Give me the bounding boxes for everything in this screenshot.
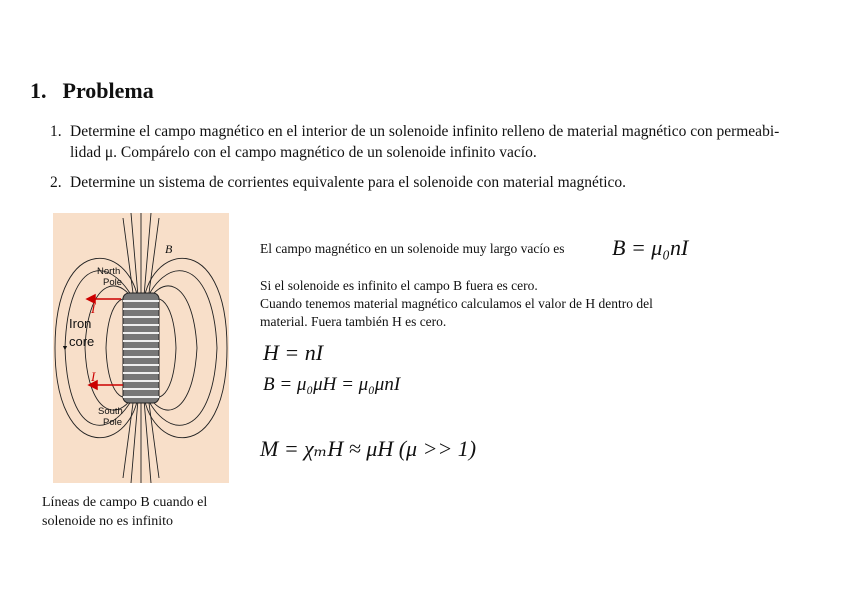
- equation-b-material: B = μ₀μH = μ₀μnI: [263, 374, 401, 395]
- caption-line: solenoide no es infinito: [42, 514, 174, 529]
- south-pole-label: Pole: [103, 417, 123, 428]
- problem-item-1: [50, 121, 780, 163]
- current-label: I: [91, 301, 96, 316]
- problem-number: 1.: [50, 123, 62, 140]
- note-line: Cuando tenemos material magnético calculamos el valor de H dentro del: [260, 296, 653, 311]
- north-pole-label: Pole: [103, 277, 123, 288]
- solenoid-coil: [123, 293, 159, 403]
- current-label: I: [91, 369, 96, 384]
- caption-line: Líneas de campo B cuando el: [42, 495, 208, 510]
- equation-h: H = nI: [263, 340, 324, 365]
- iron-core-label: Iron: [69, 316, 92, 331]
- problem-text-line: Determine un sistema de corrientes equivalente para el solenoide con material magnético.: [70, 174, 627, 191]
- solenoid-field-diagram: [53, 213, 229, 483]
- solenoid-figure: [53, 213, 229, 483]
- south-pole-label: South: [98, 406, 123, 417]
- section-heading: [30, 78, 154, 104]
- problem-text-line: lidad μ. Compárelo con el campo magnético de un solenoide infinito vacío.: [70, 144, 537, 161]
- section-title: Problema: [62, 78, 154, 103]
- field-label: B: [165, 242, 173, 256]
- iron-core-label: core: [69, 334, 95, 349]
- note-line: Si el solenoide es infinito el campo B fuera es cero.: [260, 278, 538, 293]
- note-line: material. Fuera también H es cero.: [260, 314, 447, 329]
- section-number: 1.: [30, 78, 47, 103]
- note-vacuum: El campo magnético en un solenoide muy largo vacío es: [260, 241, 565, 256]
- problem-item-2: [50, 172, 780, 193]
- problem-number: 2.: [50, 174, 62, 191]
- equation-b-vacuum: B = μ₀nI: [612, 235, 689, 260]
- north-pole-label: North: [97, 266, 121, 277]
- figure-caption: [42, 493, 242, 531]
- equation-m: M = χₘH ≈ μH (μ >> 1): [260, 436, 477, 461]
- problem-text-line: Determine el campo magnético en el interior de un solenoide infinito relleno de material magnético con permeabi-: [70, 123, 780, 140]
